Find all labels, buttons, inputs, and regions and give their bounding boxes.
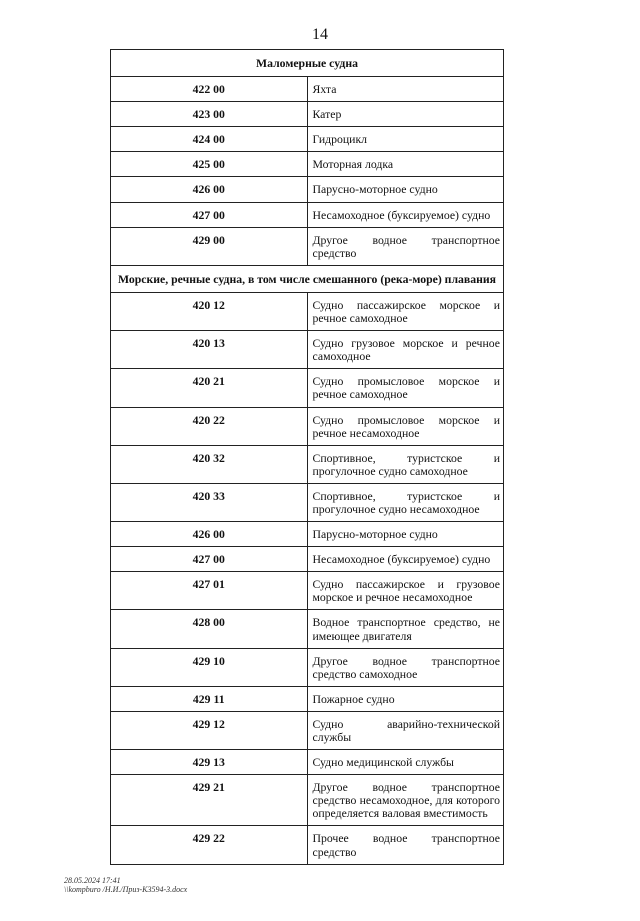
vessel-code: 420 33 (111, 483, 308, 521)
table-row (111, 483, 504, 521)
vessel-code: 429 10 (111, 648, 308, 686)
section-heading-row (111, 50, 504, 77)
table-row (111, 750, 504, 775)
vessel-type-name: Гидроцикл (307, 127, 504, 152)
vessel-type-name: Парусно-моторное судно (307, 522, 504, 547)
table-row (111, 152, 504, 177)
vessel-type-name: Несамоходное (буксируемое) судно (307, 202, 504, 227)
table-row (111, 572, 504, 610)
table-row (111, 292, 504, 330)
table-row (111, 711, 504, 749)
vessel-type-name: Водное транспортное средство, не имеющее двигателя (307, 610, 504, 648)
vessel-type-name: Судно медицинской службы (307, 750, 504, 775)
vessel-code: 423 00 (111, 102, 308, 127)
vessel-code: 420 21 (111, 369, 308, 407)
table-row (111, 775, 504, 826)
vessel-code: 422 00 (111, 77, 308, 102)
vessel-code: 426 00 (111, 177, 308, 202)
vessel-type-name: Пожарное судно (307, 686, 504, 711)
table-row (111, 610, 504, 648)
vessel-code: 427 00 (111, 547, 308, 572)
table-row (111, 686, 504, 711)
vessel-type-name: Катер (307, 102, 504, 127)
vessel-type-name: Судно промысловое морское и речное самоходное (307, 369, 504, 407)
vessel-type-name: Судно аварийно-технической службы (307, 711, 504, 749)
table-row (111, 826, 504, 864)
table-row (111, 202, 504, 227)
vessel-type-name: Прочее водное транспортное средство (307, 826, 504, 864)
vessel-type-name: Несамоходное (буксируемое) судно (307, 547, 504, 572)
table-body (111, 50, 504, 865)
vessel-type-name: Другое водное транспортное средство несамоходное, для которого определяется валовая вместимость (307, 775, 504, 826)
vessel-code: 427 00 (111, 202, 308, 227)
table-row (111, 407, 504, 445)
vessel-type-name: Судно пассажирское морское и речное самоходное (307, 292, 504, 330)
vessel-code: 429 11 (111, 686, 308, 711)
section-heading: Маломерные судна (111, 50, 504, 77)
vessel-code: 420 32 (111, 445, 308, 483)
vessel-code: 428 00 (111, 610, 308, 648)
section-heading-row (111, 265, 504, 292)
vessel-type-name: Судно пассажирское и грузовое морское и речное несамоходное (307, 572, 504, 610)
vessel-code: 420 22 (111, 407, 308, 445)
footer-path: \\kompburo /Н.И./Приз-К3594-3.docx (64, 885, 188, 894)
vessel-code: 424 00 (111, 127, 308, 152)
vessel-type-name: Спортивное, туристское и прогулочное судно несамоходное (307, 483, 504, 521)
vessel-type-name: Яхта (307, 77, 504, 102)
vessel-type-name: Спортивное, туристское и прогулочное судно самоходное (307, 445, 504, 483)
vessel-codes-table (110, 49, 504, 865)
page-number: 14 (312, 26, 328, 43)
vessel-code: 429 00 (111, 227, 308, 265)
vessel-type-name: Судно грузовое морское и речное самоходное (307, 331, 504, 369)
footer (64, 876, 187, 894)
vessel-type-name: Парусно-моторное судно (307, 177, 504, 202)
table-row (111, 369, 504, 407)
section-heading: Морские, речные судна, в том числе смешанного (река-море) плавания (111, 265, 504, 292)
vessel-code: 420 12 (111, 292, 308, 330)
table-row (111, 648, 504, 686)
vessel-code: 429 21 (111, 775, 308, 826)
vessel-code: 429 12 (111, 711, 308, 749)
vessel-code: 420 13 (111, 331, 308, 369)
vessel-code: 429 13 (111, 750, 308, 775)
table-row (111, 547, 504, 572)
vessel-code: 427 01 (111, 572, 308, 610)
table-row (111, 127, 504, 152)
table-row (111, 177, 504, 202)
vessel-code: 425 00 (111, 152, 308, 177)
vessel-type-name: Моторная лодка (307, 152, 504, 177)
table-row (111, 102, 504, 127)
vessel-code: 429 22 (111, 826, 308, 864)
footer-timestamp: 28.05.2024 17:41 (64, 876, 121, 885)
table-row (111, 77, 504, 102)
table-row (111, 445, 504, 483)
vessel-type-name: Другое водное транспортное средство (307, 227, 504, 265)
table-row (111, 331, 504, 369)
vessel-type-name: Судно промысловое морское и речное несамоходное (307, 407, 504, 445)
table-row (111, 227, 504, 265)
table-row (111, 522, 504, 547)
vessel-type-name: Другое водное транспортное средство самоходное (307, 648, 504, 686)
vessel-code: 426 00 (111, 522, 308, 547)
